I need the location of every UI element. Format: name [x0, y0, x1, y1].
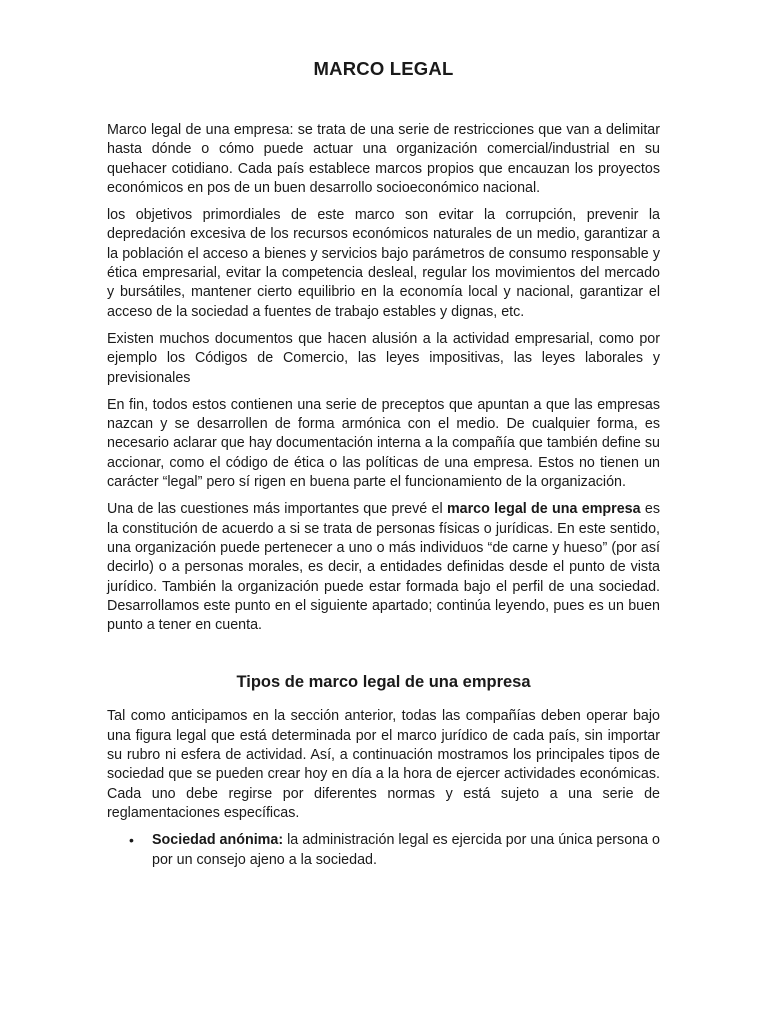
bullet-marker: •	[129, 832, 134, 849]
paragraph-precepts: En fin, todos estos contienen una serie de preceptos que apuntan a que las empresas nazcan y se desarrollen de forma armónica con el medio. De cualquier forma, es necesario aclarar que hay documentación interna a la compañía que también define su accionar, como el código de ética o las políticas de una empresa. Estos no tienen un carácter “legal” pero sí rigen en buena parte el funcionamiento de la organización.	[107, 396, 660, 491]
bullet-list	[107, 831, 660, 870]
paragraph-constitution	[107, 500, 660, 635]
paragraph-definition: Marco legal de una empresa: se trata de una serie de restricciones que van a delimitar hasta dónde o cómo puede actuar una organización comercial/industrial en su quehacer cotidiano. Cada país establece marcos propios que encauzan los proyectos económicos en pos de un buen desarrollo socioeconómico nacional.	[107, 122, 660, 196]
paragraph-objectives: los objetivos primordiales de este marco son evitar la corrupción, prevenir la depredación excesiva de los recursos económicos naturales de un medio, garantizar a la población el acceso a bienes y servicios bajo parámetros de consumo responsable y ética empresarial, evitar la competencia desleal, regular los movimientos del mercado y bursátiles, mantener cierto equilibrio en la economía local y nacional, garantizar el acceso de la sociedad a fuentes de trabajo estables y dignas, etc.	[107, 207, 660, 320]
bullet-text: la administración legal es ejercida por una única persona o por un consejo ajeno a la sociedad.	[152, 832, 660, 868]
bullet-term: Sociedad anónima:	[152, 832, 284, 849]
document-title: MARCO LEGAL	[313, 58, 454, 79]
paragraph-constitution-bold: marco legal de una empresa	[446, 501, 641, 518]
paragraph-documents: Existen muchos documentos que hacen alusión a la actividad empresarial, como por ejemplo los Códigos de Comercio, las leyes impositivas, las leyes laborales y previsionales	[107, 330, 660, 386]
list-item	[107, 831, 660, 870]
paragraph-constitution-end: es la constitución de acuerdo a si se trata de personas físicas o jurídicas. En este sentido, una organización puede pertenecer a uno o más individuos “de carne y hueso” (por así decirlo) o a personas morales, es decir, a entidades definidas desde el punto de vista jurídico. También la organización puede estar formada bajo el perfil de una sociedad. Desarrollamos este punto en el siguiente apartado; continúa leyendo, pues es un buen punto a tener en cuenta.	[107, 501, 660, 634]
paragraph-types-intro: Tal como anticipamos en la sección anterior, todas las compañías deben operar bajo una figura legal que está determinada por el marco jurídico de cada país, sin importar su rubro ni esfera de actividad. Así, a continuación mostramos los principales tipos de sociedad que se pueden crear hoy en día a la hora de ejercer actividades económicas. Cada uno debe regirse por diferentes normas y está sujeto a una serie de reglamentaciones específicas.	[107, 708, 660, 821]
document-page	[107, 0, 660, 870]
paragraph-constitution-start: Una de las cuestiones más importantes que prevé el	[107, 501, 447, 518]
section-subtitle: Tipos de marco legal de una empresa	[236, 673, 531, 692]
